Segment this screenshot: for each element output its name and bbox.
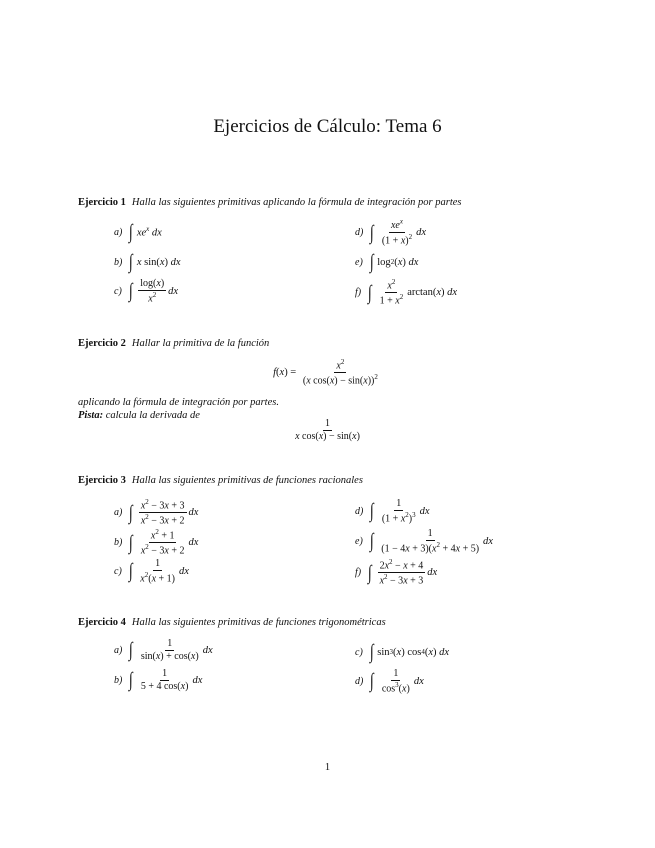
ex3-item-c: c) ∫ $\frac{1}{x^2(x + 1)}$ dx bbox=[114, 558, 189, 584]
exercise-3-label: Ejercicio 3 bbox=[78, 475, 126, 486]
integral-sign: ∫ bbox=[370, 221, 375, 244]
item-label: c) bbox=[114, 565, 122, 577]
item-label: b) bbox=[114, 537, 123, 549]
page-title: Ejercicios de Cálculo: Tema 6 bbox=[213, 116, 442, 137]
integral-sign: ∫ bbox=[129, 251, 134, 273]
exercise-4-text: Halla las siguientes primitivas de funciones trigonométricas bbox=[131, 617, 386, 628]
ex2-after-text: aplicando la fórmula de integración por partes. bbox=[78, 397, 279, 408]
ex4-item-b: b) ∫ $\frac{1}{5 + 4 \cos(x)}$ dx bbox=[114, 668, 203, 692]
ex1-item-f: f) ∫ $\frac{x^2}{1 + x^2}$ arctan( x ) dx bbox=[355, 278, 458, 307]
integral-sign: ∫ bbox=[367, 561, 372, 584]
integral-sign: ∫ bbox=[367, 281, 372, 304]
item-label: e) bbox=[355, 256, 363, 268]
exercise-1-label: Ejercicio 1 bbox=[78, 197, 126, 208]
ex2-hint-expression: $\frac{1}{\text{x cos(x) − sin(x)}}$ bbox=[295, 418, 360, 442]
integral-sign: ∫ bbox=[370, 500, 375, 523]
page-number: 1 bbox=[324, 762, 331, 773]
item-label: d) bbox=[355, 675, 364, 687]
item-label: b) bbox=[114, 674, 123, 686]
integral-sign: ∫ bbox=[128, 560, 133, 583]
item-label: c) bbox=[355, 646, 363, 658]
integral-sign: ∫ bbox=[129, 501, 134, 524]
ex1-item-e: e) ∫ log 2 ( x ) dx bbox=[355, 251, 419, 273]
ex1-item-a: a) ∫ $xe^x$ dx bbox=[114, 221, 162, 243]
ex3-item-a: a) ∫ $\frac{x^2 - 3x + 3}{x^2 - 3x + 2}$ dx bbox=[114, 498, 199, 527]
item-label: f) bbox=[355, 567, 362, 579]
exercise-1-text: Halla las siguientes primitivas aplicando la fórmula de integración por partes bbox=[131, 197, 462, 208]
integral-sign: ∫ bbox=[128, 280, 133, 303]
exercise-4-label: Ejercicio 4 bbox=[78, 617, 126, 628]
ex3-item-d: d) ∫ $\frac{1}{(1 + x^2)^3}$ dx bbox=[355, 498, 430, 524]
hint-text: calcula la derivada de bbox=[105, 410, 200, 421]
ex1-item-b: b) ∫ x sin( x ) dx bbox=[114, 251, 181, 273]
ex3-item-b: b) ∫ $\frac{x^2 + 1}{x^2 - 3x + 2}$ dx bbox=[114, 528, 199, 557]
ex4-item-c: c) ∫ sin 3 ( x ) cos 4 ( x ) dx bbox=[355, 641, 450, 663]
integral-sign: ∫ bbox=[369, 530, 374, 553]
item-label: c) bbox=[114, 285, 122, 297]
integral-sign: ∫ bbox=[129, 221, 134, 243]
ex1-item-d: d) ∫ $\frac{xe^x}{(1 + x)^2}$ dx bbox=[355, 218, 427, 247]
hint-label: Pista: bbox=[78, 410, 104, 421]
item-label: a) bbox=[114, 644, 123, 656]
integral-sign: ∫ bbox=[129, 531, 134, 554]
ex3-item-f: f) ∫ $\frac{2x^2 - x + 4}{x^2 - 3x + 3}$ dx bbox=[355, 558, 438, 587]
item-label: f) bbox=[355, 287, 362, 299]
integral-sign: ∫ bbox=[370, 670, 375, 693]
item-label: a) bbox=[114, 507, 123, 519]
item-label: e) bbox=[355, 535, 363, 547]
ex1-item-c: c) ∫ $\frac{\log(x)}{x^2}$ dx bbox=[114, 278, 179, 304]
exercise-4-heading bbox=[78, 617, 386, 628]
ex4-item-d: d) ∫ $\frac{1}{\cos^3(x)}$ dx bbox=[355, 668, 424, 694]
item-label: d) bbox=[355, 505, 364, 517]
integral-sign: ∫ bbox=[129, 669, 134, 692]
exercise-1-heading bbox=[78, 197, 462, 208]
exercise-3-text: Halla las siguientes primitivas de funciones racionales bbox=[131, 475, 363, 486]
exercise-2-heading bbox=[78, 338, 269, 349]
integral-sign: ∫ bbox=[129, 639, 134, 662]
item-label: d) bbox=[355, 227, 364, 239]
exercise-3-heading bbox=[78, 475, 363, 486]
exercise-2-label: Ejercicio 2 bbox=[78, 338, 126, 349]
item-label: b) bbox=[114, 256, 123, 268]
exercise-2-text: Hallar la primitiva de la función bbox=[131, 338, 270, 349]
integral-sign: ∫ bbox=[369, 641, 374, 663]
integral-sign: ∫ bbox=[369, 251, 374, 273]
ex3-item-e: e) ∫ $\frac{1}{(1 - 4x + 3)(x^2 + 4x + 5)}$ dx bbox=[355, 528, 493, 554]
item-label: a) bbox=[114, 226, 123, 238]
ex2-function: f ( x ) = $\frac{x^2}{(x \cos(x) - \sin(x))^2}$ bbox=[273, 358, 378, 387]
ex4-item-a: a) ∫ $\frac{1}{\sin(x) + \cos(x)}$ dx bbox=[114, 638, 213, 662]
